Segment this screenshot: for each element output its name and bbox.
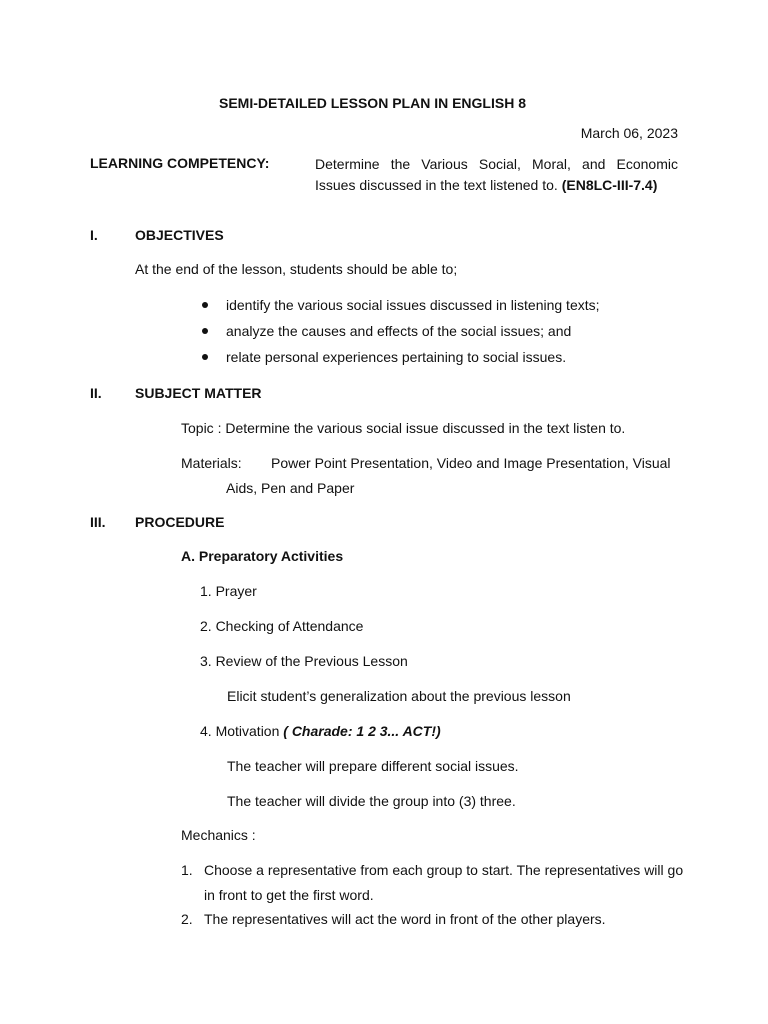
- competency-code: (EN8LC-III-7.4): [561, 177, 658, 193]
- motivation-activity: ( Charade: 1 2 3... ACT!): [283, 723, 441, 739]
- subject-matter-heading: SUBJECT MATTER: [135, 385, 262, 401]
- procedure-step: 2. Checking of Attendance: [200, 618, 364, 634]
- objective-item: relate personal experiences pertaining to social issues.: [226, 349, 567, 365]
- motivation-note: The teacher will divide the group into (3) three.: [227, 793, 516, 809]
- topic-line: Topic : Determine the various social issue discussed in the text listen to.: [181, 420, 626, 436]
- mechanics-line: Choose a representative from each group to start. The representatives will go: [204, 862, 684, 878]
- procedure-step: 1. Prayer: [200, 583, 257, 599]
- procedure-heading: PROCEDURE: [135, 514, 225, 530]
- objective-item: identify the various social issues discussed in listening texts;: [226, 297, 600, 313]
- objectives-heading: OBJECTIVES: [135, 227, 224, 243]
- objective-item: analyze the causes and effects of the social issues; and: [226, 323, 572, 339]
- materials-line-2: Aids, Pen and Paper: [226, 480, 355, 496]
- mechanics-line: The representatives will act the word in front of the other players.: [204, 911, 606, 927]
- subject-matter-numeral: II.: [90, 385, 102, 401]
- procedure-step: 3. Review of the Previous Lesson: [200, 653, 408, 669]
- review-note: Elicit student’s generalization about the previous lesson: [227, 688, 571, 704]
- motivation-note: The teacher will prepare different social issues.: [227, 758, 519, 774]
- document-title: SEMI-DETAILED LESSON PLAN IN ENGLISH 8: [219, 95, 526, 111]
- objectives-intro: At the end of the lesson, students should be able to;: [135, 261, 458, 277]
- mechanics-line: in front to get the first word.: [204, 887, 374, 903]
- bullet-icon: [202, 328, 208, 334]
- preparatory-activities-heading: A. Preparatory Activities: [181, 548, 344, 564]
- document-date: March 06, 2023: [580, 125, 678, 141]
- mechanics-number: 2.: [181, 911, 193, 927]
- competency-label: LEARNING COMPETENCY:: [90, 155, 270, 171]
- bullet-icon: [202, 302, 208, 308]
- mechanics-number: 1.: [181, 862, 193, 878]
- mechanics-label: Mechanics :: [181, 827, 256, 843]
- motivation-line: [200, 722, 441, 740]
- materials-label: Materials:: [181, 455, 242, 471]
- bullet-icon: [202, 354, 208, 360]
- motivation-label: 4. Motivation: [200, 723, 280, 739]
- procedure-numeral: III.: [90, 514, 106, 530]
- competency-description: Determine the Various Social, Moral, and Economic Issues discussed in the text listened to.: [315, 156, 678, 193]
- competency-text: [315, 154, 678, 196]
- objectives-numeral: I.: [90, 227, 98, 243]
- materials-line-1: Power Point Presentation, Video and Image Presentation, Visual: [271, 455, 671, 471]
